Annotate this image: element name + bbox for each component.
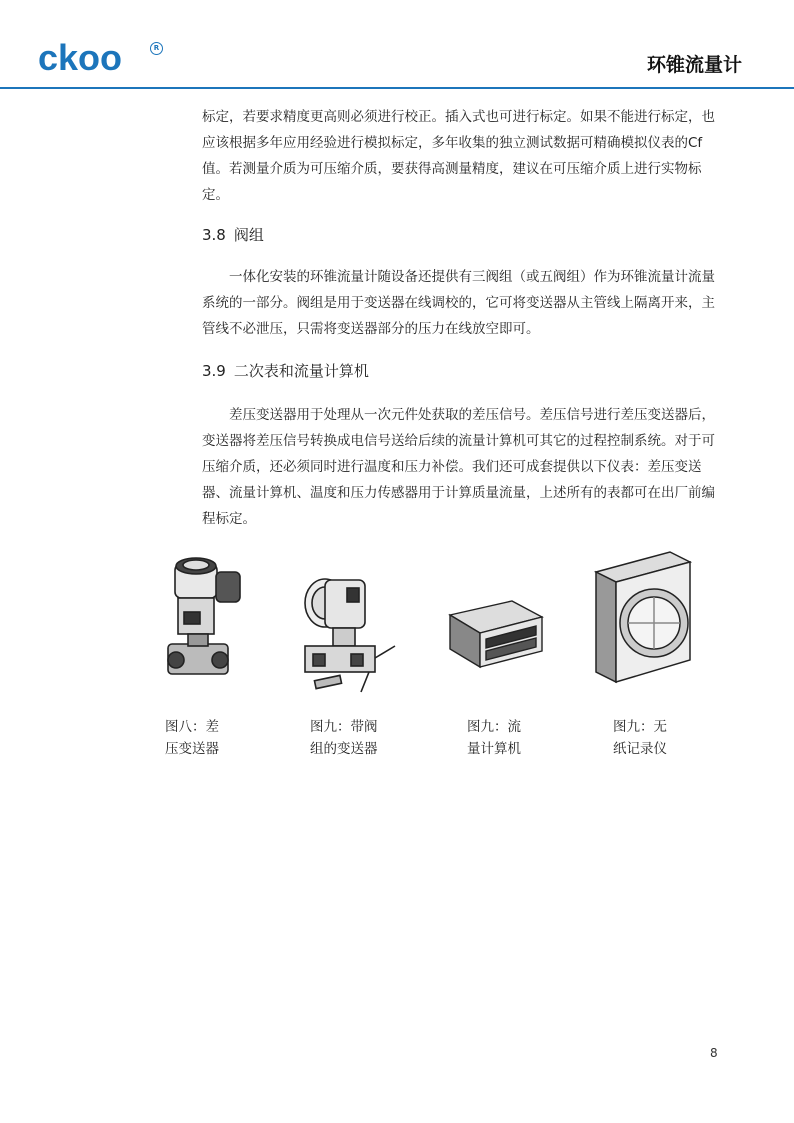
paragraph-valve-manifold: 一体化安装的环锥流量计随设备还提供有三阀组（或五阀组）作为环锥流量计流量系统的一部分。阀组是用于变送器在线调校的，它可将变送器从主管线上隔离开来，主管线不必泄压，只需将变送器部分的压力在线放空即可。 <box>202 269 715 337</box>
page-number: 8 <box>710 1046 718 1060</box>
paragraph-calibration: 标定，若要求精度更高则必须进行校正。插入式也可进行标定。如果不能进行标定，也应该根据多年应用经验进行模拟标定，多年收集的独立测试数据可精确模拟仪表的Cf 值。若测量介质为可压缩介质，要获得高测量精度，建议在可压缩介质上进行实物标定。 <box>202 109 715 203</box>
paperless-recorder-illustration <box>590 548 700 688</box>
flow-computer-illustration <box>442 595 547 675</box>
caption-line: 图九：无 <box>613 719 667 735</box>
registered-mark-icon: R <box>150 42 163 55</box>
section-number: 3.9 <box>202 362 226 380</box>
caption-line: 组的变送器 <box>310 741 378 757</box>
section-number: 3.8 <box>202 226 226 244</box>
figure-caption-1 <box>165 716 235 760</box>
page-header <box>0 0 794 90</box>
company-logo: ckoo <box>38 37 123 78</box>
figure-caption-2 <box>310 716 380 760</box>
paragraph-secondary-instruments: 差压变送器用于处理从一次元件处获取的差压信号。差压信号进行差压变送器后，变送器将差压信号转换成电信号送给后续的流量计算机可其它的过程控制系统。对于可压缩介质，还必须同时进行温度和压力补偿。我们还可成套提供以下仪表：差压变送器、流量计算机、温度和压力传感器用于计算质量流量，上述所有的表都可在出厂前编程标定。 <box>202 407 715 527</box>
caption-line: 图八：差 <box>165 719 219 735</box>
document-title: 环锥流量计 <box>646 54 742 76</box>
section-title: 二次表和流量计算机 <box>233 362 369 380</box>
caption-line: 纸记录仪 <box>613 741 667 757</box>
transmitter-with-manifold-illustration <box>295 568 405 698</box>
caption-line: 量计算机 <box>467 741 521 757</box>
section-heading-3-9 <box>202 360 369 381</box>
header-divider <box>0 87 794 89</box>
figure-caption-4 <box>613 716 683 760</box>
figure-caption-3 <box>467 716 537 760</box>
caption-line: 压变送器 <box>165 741 219 757</box>
section-heading-3-8 <box>202 224 264 245</box>
caption-line: 图九：流 <box>467 719 521 735</box>
section-title: 阀组 <box>233 226 264 244</box>
dp-transmitter-illustration <box>160 552 260 692</box>
caption-line: 图九：带阀 <box>310 719 378 735</box>
